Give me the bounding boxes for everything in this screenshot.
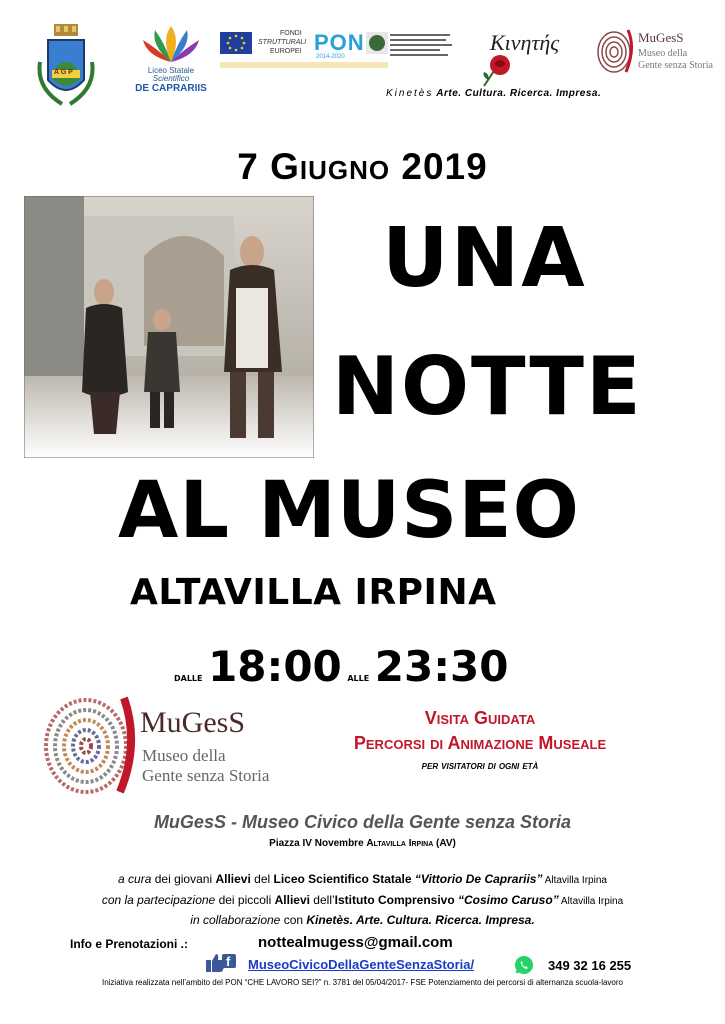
alle-label: alle xyxy=(347,670,370,684)
event-place: ALTAVILLA IRPINA xyxy=(130,572,497,613)
start-time: 18:00 xyxy=(208,642,342,691)
kinetes-logo xyxy=(468,24,568,88)
museum-photo xyxy=(24,196,314,458)
contact-phone[interactable]: 349 32 16 255 xyxy=(548,958,632,973)
event-date: 7 Giugno 2019 xyxy=(237,146,488,187)
mugess-large-sub2: Gente senza Storia xyxy=(142,766,270,785)
tagline-rest: Arte. Cultura. Ricerca. Impresa. xyxy=(436,88,602,99)
facebook-like-icon xyxy=(206,952,236,974)
visit-animation: Percorsi di Animazione Museale xyxy=(353,733,607,753)
comune-crest-logo xyxy=(34,22,98,114)
facebook-link[interactable]: MuseoCivicoDellaGenteSenzaStoria/ xyxy=(248,957,475,972)
fingerprint-icon xyxy=(596,28,636,74)
title-line-una: UNA xyxy=(382,211,587,306)
liceo-line2: Scientifico xyxy=(152,74,190,83)
visit-block xyxy=(300,708,660,772)
dalle-label: dalle xyxy=(174,670,203,684)
title-line-notte: NOTTE xyxy=(332,340,643,433)
tagline-italic: Kinetès xyxy=(386,88,434,99)
pon-logo-strip xyxy=(220,30,456,72)
footer-note: Iniziativa realizzata nell’ambito del PON “CHE LAVORO SEI?” n. 3781 del 05/04/2017- FSE Potenziamento dei percorsi di alternanza scuola-lavoro xyxy=(101,978,623,987)
mugess-large-logo xyxy=(40,694,290,794)
mugess-small-logo xyxy=(596,28,716,76)
museum-address xyxy=(0,838,725,849)
credit-line-2: con la partecipazione dei piccoli Allievi dell’Istituto Comprensivo “Cosimo Caruso” Altavilla Irpina xyxy=(101,893,624,907)
liceo-line1: Liceo Statale xyxy=(147,66,195,75)
end-time: 23:30 xyxy=(374,642,509,691)
liceo-name: DE CAPRARIIS xyxy=(135,83,207,94)
mugess-small-word: MuGesS xyxy=(638,30,684,45)
credit-line-1: a cura dei giovani Allievi del Liceo Scientifico Statale “Vittorio De Caprariis” Altavilla Irpina xyxy=(118,872,607,886)
pon-years: 2014-2020 xyxy=(316,54,345,60)
address-town: Altavilla Irpina (AV) xyxy=(366,838,456,849)
pon-word: PON xyxy=(314,30,365,55)
comune-letters: A G P xyxy=(54,69,73,76)
rose-icon xyxy=(478,54,514,88)
pon-europei: EUROPEI xyxy=(270,48,302,55)
info-label: Info e Prenotazioni .: xyxy=(70,937,189,951)
visit-audience: per visitatori di ogni età xyxy=(421,760,539,772)
mugess-small-sub1: Museo della xyxy=(638,48,688,59)
whatsapp-icon xyxy=(514,955,534,975)
credit-line-3: in collaborazione con Kinetès. Arte. Cultura. Ricerca. Impresa. xyxy=(190,913,535,927)
kinetes-tagline xyxy=(386,88,601,99)
visit-guided: Visita Guidata xyxy=(424,708,536,728)
mugess-large-word: MuGesS xyxy=(140,706,246,739)
pon-fondi: FONDI xyxy=(280,30,302,37)
kinetes-word: Κινητής xyxy=(490,30,560,55)
title-line-al-museo: AL MUSEO xyxy=(118,466,580,556)
pon-strutturali: STRUTTURALI xyxy=(258,39,307,46)
address-street: Piazza IV Novembre xyxy=(269,838,364,849)
museum-name: MuGesS - Museo Civico della Gente senza Storia xyxy=(153,812,572,832)
liceo-flame-icon xyxy=(141,26,201,64)
mugess-large-sub1: Museo della xyxy=(142,746,226,765)
contact-email[interactable]: nottealmugess@gmail.com xyxy=(258,934,453,951)
mugess-small-sub2: Gente senza Storia xyxy=(638,60,713,71)
fingerprint-people-icon xyxy=(40,694,140,794)
liceo-logo xyxy=(128,26,214,106)
event-time xyxy=(174,642,509,691)
svg-text:f: f xyxy=(226,954,231,969)
